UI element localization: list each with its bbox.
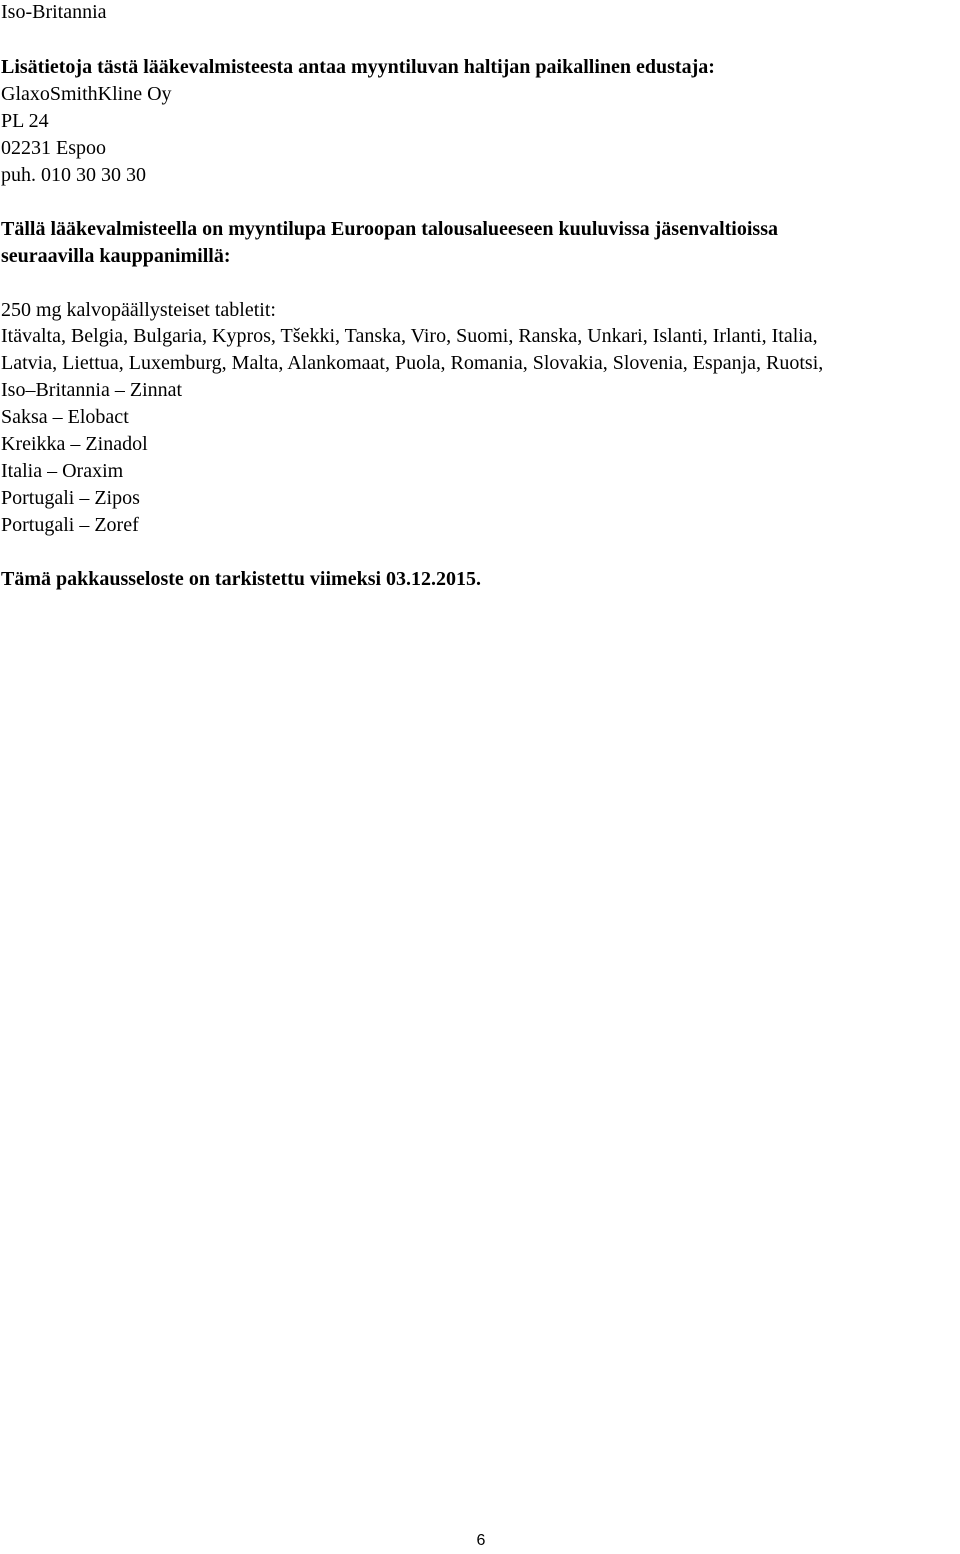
trade-name-item: Kreikka – Zinadol	[1, 433, 148, 455]
phone-number: puh. 010 30 30 30	[1, 164, 146, 186]
trade-name-item: Portugali – Zipos	[1, 487, 140, 509]
trade-name-item: Iso–Britannia – Zinnat	[1, 379, 183, 401]
revision-statement: Tämä pakkausseloste on tarkistettu viimeksi 03.12.2015.	[1, 568, 482, 590]
countries-line-1: Itävalta, Belgia, Bulgaria, Kypros, Tšekki, Tanska, Viro, Suomi, Ranska, Unkari, Islanti, Irlanti, Italia,	[1, 325, 818, 347]
postal-city: 02231 Espoo	[1, 137, 106, 159]
country-heading: Iso-Britannia	[1, 1, 107, 23]
local-rep-heading: Lisätietoja tästä lääkevalmisteesta antaa myyntiluvan haltijan paikallinen edustaja:	[1, 56, 715, 78]
po-box: PL 24	[1, 110, 49, 132]
trade-name-item: Portugali – Zoref	[1, 514, 139, 536]
eea-heading-line-1: Tällä lääkevalmisteella on myyntilupa Euroopan talousalueeseen kuuluvissa jäsenvaltioissa	[1, 218, 778, 240]
product-heading: 250 mg kalvopäällysteiset tabletit:	[1, 299, 276, 321]
countries-line-2: Latvia, Liettua, Luxemburg, Malta, Alankomaat, Puola, Romania, Slovakia, Slovenia, Espanja, Ruotsi,	[1, 352, 824, 374]
trade-name-item: Saksa – Elobact	[1, 406, 129, 428]
trade-name-item: Italia – Oraxim	[1, 460, 124, 482]
eea-heading-line-2: seuraavilla kauppanimillä:	[1, 245, 231, 267]
company-name: GlaxoSmithKline Oy	[1, 83, 172, 105]
page-number: 6	[476, 1532, 486, 1549]
